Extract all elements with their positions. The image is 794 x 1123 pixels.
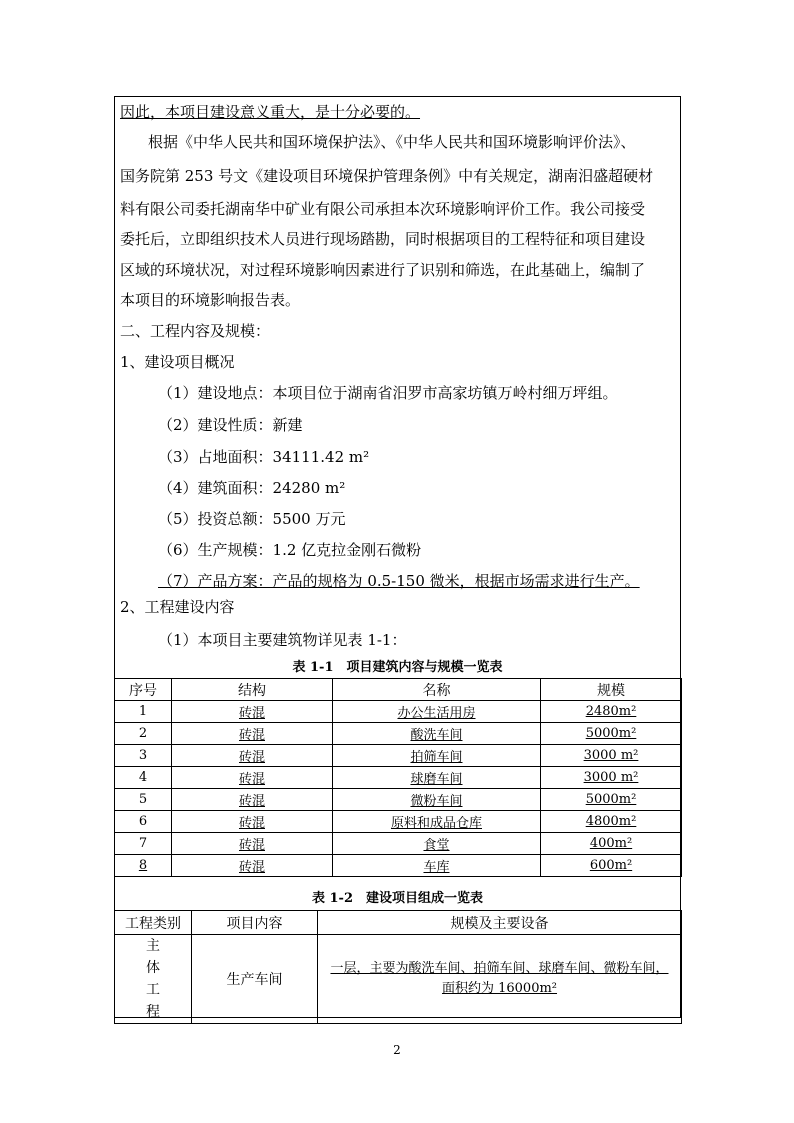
category-main-project: 主 体 工 程 [115,935,192,1024]
cell-structure: 砖混 [238,838,265,853]
header-structure: 结构 [172,679,333,701]
table-row [115,767,682,789]
cell-structure: 砖混 [238,750,265,765]
cell-index: 2 [115,723,172,745]
table-reference: （1）本项目主要建筑物详见表 1-1： [158,631,407,649]
item-product-plan: （7）产品方案：产品的规格为 0.5-150 微米，根据市场需求进行生产。 [158,572,640,590]
cell-name: 办公生活用房 [397,706,476,721]
cell-scale: 5000m² [585,792,637,807]
header-spec: 规模及主要设备 [318,911,682,935]
cell-scale: 3000 m² [583,770,639,785]
cell-index: 5 [115,789,172,811]
section-heading-2: 二、工程内容及规模： [120,322,271,340]
table1-title: 表 1-1 项目建筑内容与规模一览表 [292,660,503,675]
para-basis-line-6: 本项目的环境影响报告表。 [120,291,301,309]
para-basis-line-2: 国务院第 253 号文《建设项目环境保护管理条例》中有关规定，湖南汨盛超硬材 [120,167,654,185]
cell-index: 1 [115,701,172,723]
table-row [115,855,682,877]
header-name: 名称 [333,679,541,701]
table2-title: 表 1-2 建设项目组成一览表 [311,891,483,906]
header-index: 序号 [115,679,172,701]
item-land-area: （3）占地面积：34111.42 m² [158,448,370,466]
cell-scale: 3000 m² [583,748,639,763]
composition-table [114,910,682,1024]
cell-name: 车库 [423,860,450,875]
cell-structure: 砖混 [238,772,265,787]
table-row [115,723,682,745]
cell-name: 球磨车间 [410,772,463,787]
cell-scale: 5000m² [585,726,637,741]
table-row [115,789,682,811]
buildings-table [114,678,682,877]
table-row [115,811,682,833]
para-basis-line-5: 区域的环境状况，对过程环境影响因素进行了识别和筛选，在此基础上，编制了 [120,261,646,279]
spec-line-1: 一层，主要为酸洗车间、拍筛车间、球磨车间、微粉车间， [330,961,669,976]
header-scale: 规模 [541,679,682,701]
table-row [115,745,682,767]
para-basis-line-4: 委托后，立即组织技术人员进行现场踏勘，同时根据项目的工程特征和项目建设 [120,230,646,248]
subsection-heading-1: 1、建设项目概况 [120,353,235,371]
cell-content: 生产车间 [192,935,318,1024]
cell-name: 拍筛车间 [410,750,463,765]
cell-index: 6 [115,811,172,833]
cell-name: 微粉车间 [410,794,463,809]
page-number: 2 [393,1043,401,1057]
item-building-area: （4）建筑面积：24280 m² [158,479,346,497]
cell-index: 7 [115,833,172,855]
cell-structure: 砖混 [238,706,265,721]
cell-spec [318,935,682,1024]
para-basis-line-3: 料有限公司委托湖南华中矿业有限公司承担本次环境影响评价工作。我公司接受 [120,200,646,218]
subsection-heading-2: 2、工程建设内容 [120,598,235,616]
cell-scale: 4800m² [585,814,637,829]
table-header-row [115,679,682,701]
cell-index: 8 [138,858,148,873]
table-row [115,701,682,723]
cell-name: 食堂 [423,838,450,853]
cell-structure: 砖混 [238,816,265,831]
cell-name: 原料和成品仓库 [390,816,482,831]
cell-structure: 砖混 [238,794,265,809]
header-content: 项目内容 [192,911,318,935]
cell-index: 4 [115,767,172,789]
item-capacity: （6）生产规模：1.2 亿克拉金刚石微粉 [158,541,422,559]
cell-scale: 600m² [589,858,633,873]
item-location: （1）建设地点：本项目位于湖南省汨罗市高家坊镇万岭村细万坪组。 [158,384,618,402]
para-basis-line-1: 根据《中华人民共和国环境保护法》、《中华人民共和国环境影响评价法》、 [148,133,636,151]
table-row [115,935,682,1024]
item-investment: （5）投资总额：5500 万元 [158,510,346,528]
cell-structure: 砖混 [238,728,265,743]
item-nature: （2）建设性质：新建 [158,416,303,434]
table-row [115,833,682,855]
cell-scale: 400m² [589,836,633,851]
cell-structure: 砖混 [238,860,265,875]
table-header-row [115,911,682,935]
cell-index: 3 [115,745,172,767]
cell-scale: 2480m² [585,704,637,719]
para-conclusion: 因此，本项目建设意义重大，是十分必要的。 [120,103,421,121]
spec-line-2: 面积约为 16000m² [441,981,558,996]
cell-name: 酸洗车间 [410,728,463,743]
header-category: 工程类别 [115,911,192,935]
